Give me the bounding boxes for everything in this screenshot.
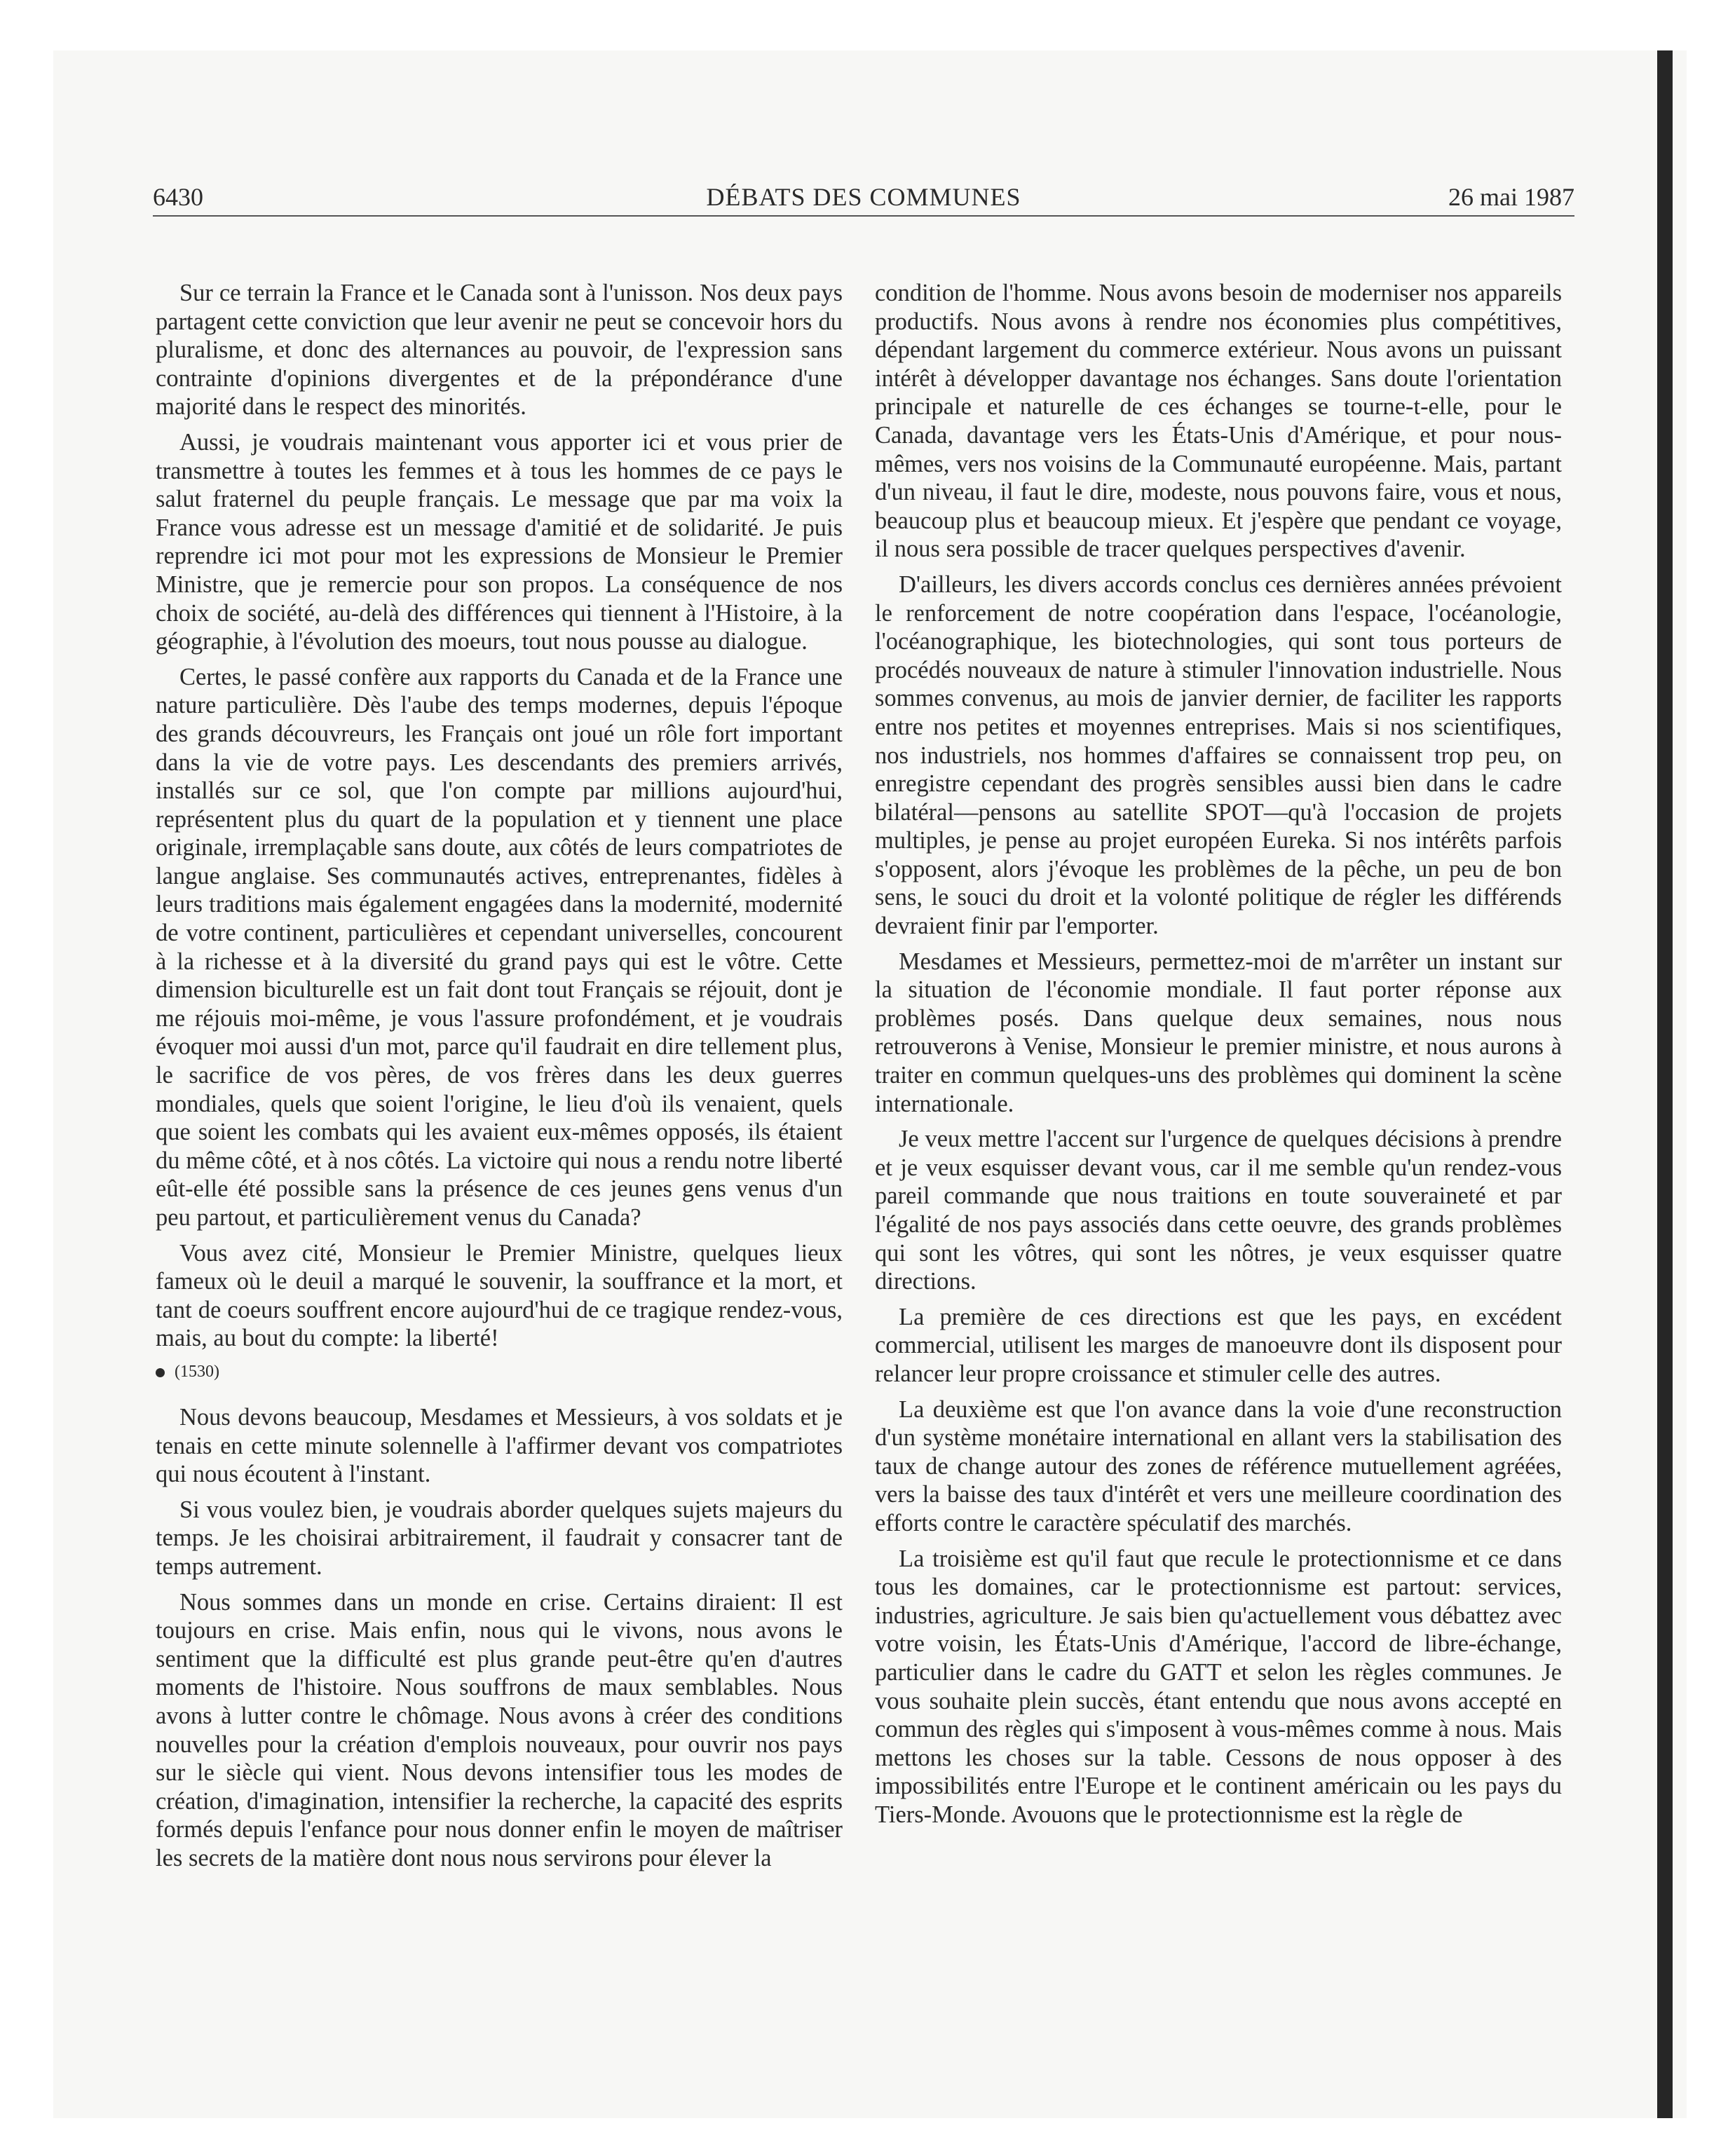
paragraph: Aussi, je voudrais maintenant vous apporter ici et vous prier de transmettre à toutes les femmes et à tous les hommes de ce pays le salut fraternel du peuple français. Le message que par ma voix la France vous adresse est un message d'amitié et de solidarité. Je puis reprendre ici mot pour mot les expressions de Monsieur le Premier Ministre, que je remercie pour son propos. La conséquence de nos choix de société, au-delà des différences qui tiennent à l'Histoire, à la géographie, à l'évolution des moeurs, tout nous pousse au dialogue.	[156, 428, 843, 655]
paragraph: La troisième est qu'il faut que recule le protectionnisme et ce dans tous les domaines, car le protectionnisme est partout: services, industries, agriculture. Je sais bien qu'actuellement vous débattez avec votre voisin, les États-Unis d'Amérique, l'accord de libre-échange, particulier dans le cadre du GATT et selon les règles communes. Je vous souhaite plein succès, étant entendu que nous avons accepté en commun des règles qui s'imposent à vous-mêmes comme à nous. Mais mettons les choses sur la table. Cessons de nous opposer à des impossibilités entre l'Europe et le continent américain ou les pays du Tiers-Monde. Avouons que le protectionnisme est la règle de	[875, 1545, 1562, 1828]
page-number: 6430	[153, 183, 203, 211]
paragraph: Nous sommes dans un monde en crise. Certains diraient: Il est toujours en crise. Mais enfin, nous qui le vivons, nous avons le sentiment que la difficulté est plus grande peut-être qu'en d'autres moments de l'histoire. Nous souffrons de maux semblables. Nous avons à lutter contre le chômage. Nous avons à créer des conditions nouvelles pour la création d'emplois nouveaux, pour ouvrir nos pays sur le siècle qui vient. Nous devons intensifier tous les modes de création, d'imagination, intensifier la recherche, la capacité des esprits formés depuis l'enfance pour nous donner enfin le moyen de maîtriser les secrets de la matière dont nous nous servirons pour élever la	[156, 1588, 843, 1871]
paragraph: Nous devons beaucoup, Mesdames et Messieurs, à vos soldats et je tenais en cette minute solennelle à l'affirmer devant vos compatriotes qui nous écoutent à l'instant.	[156, 1403, 843, 1488]
paragraph: Vous avez cité, Monsieur le Premier Ministre, quelques lieux fameux où le deuil a marqué le souvenir, la souffrance et la mort, et tant de coeurs souffrent encore aujourd'hui de ce tragique rendez-vous, mais, au bout du compte: la liberté!	[156, 1239, 843, 1352]
paragraph: La deuxième est que l'on avance dans la voie d'une reconstruction d'un système monétaire international en allant vers la stabilisation des taux de change autour des zones de référence mutuellement agréées, vers la baisse des taux d'intérêt et vers une meilleure coordination des efforts contre le caractère spéculatif des marchés.	[875, 1396, 1562, 1536]
paragraph: Certes, le passé confère aux rapports du Canada et de la France une nature particulière. Dès l'aube des temps modernes, depuis l'époque des grands découvreurs, les Français ont joué un rôle fort important dans la vie de votre pays. Les descendants des premiers arrivés, installés sur ce sol, que l'on compte par millions aujourd'hui, représentent plus du quart de la population et y tiennent une place originale, irremplaçable sans doute, aux côtés de leurs compatriotes de langue anglaise. Ses communautés actives, entreprenantes, fidèles à leurs traditions mais également engagées dans la modernité, modernité de votre continent, particulières et cependant universelles, concourent à la richesse et à la diversité du grand pays qui est le vôtre. Cette dimension biculturelle est un fait dont tout Français se réjouit, dont je me réjouis moi-même, je vous l'assure profondément, et je voudrais évoquer moi aussi d'un mot, parce qu'il faudrait en dire tellement plus, le sacrifice de vos pères, de vos frères dans les deux guerres mondiales, quels que soient l'origine, le lieu d'où ils venaient, quels que soient les combats qui les avaient eux-mêmes opposés, ils étaient du même côté, et à nos côtés. La victoire qui nous a rendu notre liberté eût-elle été possible sans la présence de ces jeunes gens venus d'un peu partout, et particulièrement venus du Canada?	[156, 663, 843, 1231]
time-marker-text: (1530)	[175, 1362, 219, 1381]
paragraph: Si vous voulez bien, je voudrais aborder quelques sujets majeurs du temps. Je les choisirai arbitrairement, il faudrait y consacrer tant de temps autrement.	[156, 1496, 843, 1580]
paragraph: Je veux mettre l'accent sur l'urgence de quelques décisions à prendre et je veux esquisser devant vous, car il me semble qu'un rendez-vous pareil commande que nous traitions en toute souveraineté et par l'égalité de nos pays associés dans cette oeuvre, des grands problèmes qui sont les vôtres, qui sont les nôtres, je veux esquisser quatre directions.	[875, 1126, 1562, 1295]
paragraph-continued: condition de l'homme. Nous avons besoin de moderniser nos appareils productifs. Nous avons à rendre nos économies plus compétitives, dépendant largement du commerce extérieur. Nous avons un puissant intérêt à développer davantage nos échanges. Sans doute l'orientation principale et naturelle de ces échanges se tourne-t-elle, pour le Canada, davantage vers les États-Unis d'Amérique, et pour nous-mêmes, vers nos voisins de la Communauté européenne. Mais, partant d'un niveau, il faut le dire, modeste, nous pouvons faire, vous et nous, beaucoup plus et beaucoup mieux. Et j'espère que pendant ce voyage, il nous sera possible de tracer quelques perspectives d'avenir.	[875, 280, 1562, 563]
bullet-icon	[156, 1368, 165, 1377]
time-marker	[156, 1361, 843, 1382]
sitting-date: 26 mai 1987	[1448, 183, 1574, 211]
paragraph: D'ailleurs, les divers accords conclus ces dernières années prévoient le renforcement de notre coopération dans l'espace, l'océanologie, l'océanographique, les biotechnologies, qui sont tous porteurs de procédés nouveaux de nature à stimuler l'innovation industrielle. Nous sommes convenus, au mois de janvier dernier, de faciliter les rapports entre nos petites et moyennes entreprises. Mais si nos scientifiques, nos industriels, nos hommes d'affaires se connaissent trop peu, on enregistre cependant des progrès sensibles aussi bien dans le cadre bilatéral—pensons au satellite SPOT—qu'à l'occasion de projets multiples, je pense au projet européen Eureka. Si nos intérêts parfois s'opposent, alors j'évoque les problèmes de la pêche, un peu de bon sens, le souci du droit et la volonté politique de régler les différends devraient finir par l'emporter.	[875, 571, 1562, 940]
page-binding-edge	[1657, 50, 1673, 2118]
paragraph: Sur ce terrain la France et le Canada sont à l'unisson. Nos deux pays partagent cette conviction que leur avenir ne peut se concevoir hors du pluralisme, et donc des alternances au pouvoir, de l'expression sans contrainte d'opinions divergentes et de la prépondérance d'une majorité dans le respect des minorités.	[156, 280, 843, 421]
left-column	[156, 279, 843, 1879]
paragraph: La première de ces directions est que les pays, en excédent commercial, utilisent les marges de manoeuvre dont ils disposent pour relancer leur propre croissance et stimuler celle des autres.	[875, 1303, 1562, 1387]
page-header	[153, 179, 1574, 217]
publication-title: DÉBATS DES COMMUNES	[706, 183, 1021, 211]
right-column	[875, 279, 1562, 1836]
paragraph: Mesdames et Messieurs, permettez-moi de m'arrêter un instant sur la situation de l'économie mondiale. Il faut porter réponse aux problèmes posés. Dans quelque deux semaines, nous nous retrouverons à Venise, Monsieur le premier ministre, et nous aurons à traiter en commun quelques-uns des problèmes qui dominent la scène internationale.	[875, 948, 1562, 1117]
